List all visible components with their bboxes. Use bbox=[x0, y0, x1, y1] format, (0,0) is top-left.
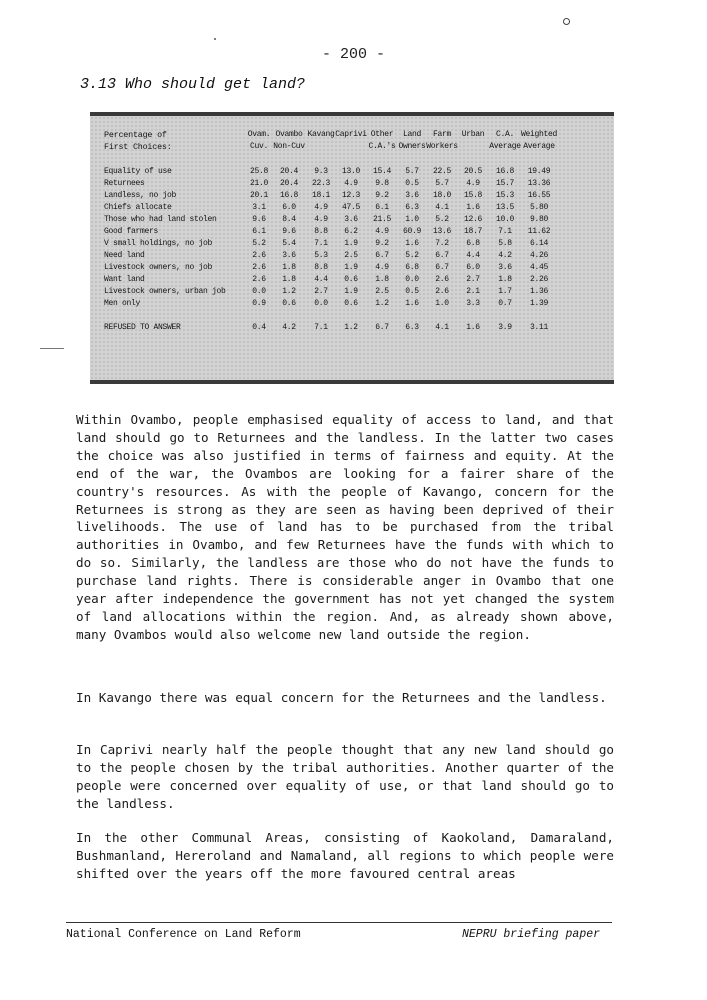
table-cell: 10.0 bbox=[495, 215, 514, 224]
table-cell: 15.4 bbox=[372, 167, 391, 176]
table-cell: 1.6 bbox=[405, 299, 419, 308]
column-header: C.A. bbox=[495, 130, 514, 139]
table-cell: 0.6 bbox=[344, 275, 358, 284]
table-cell: 6.0 bbox=[282, 203, 296, 212]
table-cell: 5.8 bbox=[498, 239, 512, 248]
footer-paper: NEPRU briefing paper bbox=[462, 928, 601, 941]
table-cell: 0.4 bbox=[252, 323, 266, 332]
table-cell: 22.5 bbox=[432, 167, 451, 176]
table-bottom-rule bbox=[90, 380, 614, 384]
table-cell: 1.8 bbox=[498, 275, 512, 284]
table-cell: 25.8 bbox=[249, 167, 268, 176]
table-cell: 0.6 bbox=[344, 299, 358, 308]
table-top-rule bbox=[90, 112, 614, 116]
table-cell: 18.1 bbox=[311, 191, 330, 200]
table-cell: 5.2 bbox=[405, 251, 419, 260]
table-header-line: First Choices: bbox=[104, 142, 172, 152]
table-cell: 12.6 bbox=[463, 215, 482, 224]
row-label: V small holdings, no job bbox=[104, 239, 213, 248]
table-cell: 9.3 bbox=[314, 167, 328, 176]
table-cell: 18.7 bbox=[463, 227, 482, 236]
table-cell: 1.6 bbox=[466, 323, 480, 332]
table-cell: 12.3 bbox=[341, 191, 360, 200]
table-cell: 5.7 bbox=[435, 179, 449, 188]
table-cell: 6.1 bbox=[375, 203, 389, 212]
column-header: Ovambo bbox=[275, 130, 303, 139]
table-cell: 2.7 bbox=[466, 275, 480, 284]
table-cell: 11.62 bbox=[527, 227, 551, 236]
column-header-line2: Workers bbox=[426, 142, 458, 151]
table-cell: 2.7 bbox=[314, 287, 328, 296]
table-cell: 2.6 bbox=[435, 287, 449, 296]
table-cell: 7.1 bbox=[314, 323, 328, 332]
page-number: - 200 - bbox=[321, 46, 385, 63]
column-header-line2: Non-Cuv bbox=[273, 142, 305, 151]
table-cell: 4.9 bbox=[375, 227, 389, 236]
table-cell: 15.8 bbox=[463, 191, 482, 200]
body-paragraph: In Kavango there was equal concern for the Returnees and the landless. bbox=[76, 690, 607, 705]
scan-speck bbox=[40, 348, 64, 349]
table-cell: 5.2 bbox=[435, 215, 449, 224]
table-cell: 9.80 bbox=[529, 215, 548, 224]
table-cell: 2.5 bbox=[375, 287, 389, 296]
column-header: Other bbox=[370, 130, 394, 139]
table-cell: 1.9 bbox=[344, 287, 358, 296]
table-cell: 21.5 bbox=[372, 215, 391, 224]
table-cell: 3.6 bbox=[405, 191, 419, 200]
column-header: Land bbox=[402, 130, 421, 139]
body-paragraph: In the other Communal Areas, consisting of Kaokoland, Damaraland, Bushmanland, Hereroland and Namaland, all regions to which people were shifted over the years off the more favoured central areas bbox=[76, 830, 614, 881]
table-cell: 4.9 bbox=[314, 203, 328, 212]
table-cell: 6.2 bbox=[344, 227, 358, 236]
table-cell: 1.7 bbox=[498, 287, 512, 296]
table-cell: 6.1 bbox=[252, 227, 266, 236]
table-cell: 6.8 bbox=[466, 239, 480, 248]
table-cell: 1.0 bbox=[405, 215, 419, 224]
table-cell: 13.0 bbox=[341, 167, 360, 176]
table-cell: 4.1 bbox=[435, 323, 449, 332]
table-cell: 2.5 bbox=[344, 251, 358, 260]
table-cell: 3.6 bbox=[344, 215, 358, 224]
table-cell: 1.9 bbox=[344, 263, 358, 272]
footer-rule bbox=[66, 922, 612, 923]
table-cell: 13.36 bbox=[527, 179, 551, 188]
table-cell: 18.0 bbox=[432, 191, 451, 200]
table-cell: 2.6 bbox=[435, 275, 449, 284]
table-cell: 5.2 bbox=[252, 239, 266, 248]
table-cell: 2.1 bbox=[466, 287, 480, 296]
table-cell: 1.2 bbox=[375, 299, 389, 308]
table-cell: 5.7 bbox=[405, 167, 419, 176]
table-cell: 6.14 bbox=[529, 239, 548, 248]
row-label: Equality of use bbox=[104, 167, 172, 176]
table-cell: 1.8 bbox=[375, 275, 389, 284]
table-cell: 1.6 bbox=[466, 203, 480, 212]
column-header-line2: C.A.'s bbox=[368, 142, 396, 151]
table-cell: 1.39 bbox=[529, 299, 548, 308]
table-cell: 13.5 bbox=[495, 203, 514, 212]
table-cell: 4.9 bbox=[344, 179, 358, 188]
table-cell: 1.8 bbox=[282, 275, 296, 284]
table-cell: 13.6 bbox=[432, 227, 451, 236]
table-cell: 9.6 bbox=[282, 227, 296, 236]
table-cell: 0.9 bbox=[252, 299, 266, 308]
row-label: Livestock owners, no job bbox=[104, 263, 213, 272]
table-cell: 0.6 bbox=[282, 299, 296, 308]
column-header-line2: Cuv. bbox=[249, 142, 268, 151]
column-header: Urban bbox=[461, 130, 485, 139]
table-cell: 4.9 bbox=[375, 263, 389, 272]
table-cell: 20.4 bbox=[279, 179, 298, 188]
table-cell: 4.4 bbox=[466, 251, 480, 260]
table-cell: 4.2 bbox=[498, 251, 512, 260]
table-cell: 4.26 bbox=[529, 251, 548, 260]
row-label: Men only bbox=[104, 299, 141, 308]
row-label: Those who had land stolen bbox=[104, 215, 217, 224]
table-cell: 3.11 bbox=[529, 323, 548, 332]
table-cell: 4.4 bbox=[314, 275, 328, 284]
table-cell: 4.9 bbox=[314, 215, 328, 224]
column-header-line2: Owners bbox=[398, 142, 426, 151]
table-cell: 7.1 bbox=[314, 239, 328, 248]
table-cell: 1.9 bbox=[344, 239, 358, 248]
table-cell: 7.1 bbox=[498, 227, 512, 236]
column-header: Caprivi bbox=[335, 130, 367, 139]
table-cell: 5.4 bbox=[282, 239, 296, 248]
table-cell: 2.26 bbox=[529, 275, 548, 284]
row-label: Livestock owners, urban job bbox=[104, 287, 226, 296]
table-cell: 21.0 bbox=[249, 179, 268, 188]
table-cell: 6.7 bbox=[435, 251, 449, 260]
table-cell: 0.7 bbox=[498, 299, 512, 308]
table-cell: 5.80 bbox=[529, 203, 548, 212]
table-cell: 0.5 bbox=[405, 287, 419, 296]
table-cell: 4.2 bbox=[282, 323, 296, 332]
table-cell: 0.0 bbox=[405, 275, 419, 284]
table-cell: 0.0 bbox=[314, 299, 328, 308]
column-header: Farm bbox=[432, 130, 451, 139]
body-paragraph: Within Ovambo, people emphasised equality of access to land, and that land should go to Returnees and the landless. In the latter two cases the choice was also justified in terms of fairness and equity. At the end of the war, the Ovambos are looking for a fairer share of the country's resources. As with the people of Kavango, concern for the Returnees is strong as they are seen as having been deprived of their livelihoods. The use of land has to be purchased from the tribal authorities in Ovambo, and few Returnees have the funds with which to do so. Similarly, the landless are those who do not have the funds to purchase land rights. There is considerable anger in Ovambo that one year after independence the government has not yet changed the system of land allocations within the region. And, as already shown above, many Ovambos would also welcome new land outside the region. bbox=[76, 412, 614, 642]
table-cell: 7.2 bbox=[435, 239, 449, 248]
table-cell: 9.8 bbox=[375, 179, 389, 188]
table-cell: 9.2 bbox=[375, 239, 389, 248]
table-cell: 20.1 bbox=[249, 191, 268, 200]
scan-speck bbox=[563, 18, 570, 25]
table-cell: 6.3 bbox=[405, 323, 419, 332]
row-label: REFUSED TO ANSWER bbox=[104, 323, 181, 332]
table-cell: 0.0 bbox=[252, 287, 266, 296]
table-cell: 6.0 bbox=[466, 263, 480, 272]
row-label: Want land bbox=[104, 275, 145, 284]
column-header: Kavang bbox=[307, 130, 335, 139]
row-label: Need land bbox=[104, 251, 145, 260]
table-cell: 6.7 bbox=[375, 251, 389, 260]
table-cell: 20.5 bbox=[463, 167, 482, 176]
table-cell: 4.9 bbox=[466, 179, 480, 188]
table-cell: 1.2 bbox=[344, 323, 358, 332]
table-cell: 3.3 bbox=[466, 299, 480, 308]
row-label: Returnees bbox=[104, 179, 145, 188]
table-cell: 16.55 bbox=[527, 191, 551, 200]
table-cell: 8.8 bbox=[314, 263, 328, 272]
table-cell: 19.49 bbox=[527, 167, 551, 176]
body-paragraph: In Caprivi nearly half the people thought that any new land should go to the people chosen by the tribal authorities. Another quarter of the people were concerned over equality of use, or that land should go to the landless. bbox=[76, 742, 614, 811]
table-cell: 1.2 bbox=[282, 287, 296, 296]
survey-table bbox=[90, 112, 614, 384]
column-header-line2: Average bbox=[489, 142, 521, 151]
table-cell: 15.3 bbox=[495, 191, 514, 200]
row-label: Good farmers bbox=[104, 227, 159, 236]
table-cell: 3.6 bbox=[282, 251, 296, 260]
table-cell: 6.8 bbox=[405, 263, 419, 272]
table-cell: 1.0 bbox=[435, 299, 449, 308]
table-header-line: Percentage of bbox=[104, 130, 167, 140]
table-cell: 47.5 bbox=[341, 203, 360, 212]
section-heading: 3.13 Who should get land? bbox=[80, 76, 306, 93]
table-cell: 4.1 bbox=[435, 203, 449, 212]
row-label: Chiefs allocate bbox=[104, 203, 172, 212]
scan-speck bbox=[214, 38, 216, 40]
table-cell: 2.6 bbox=[252, 251, 266, 260]
table-cell: 1.8 bbox=[282, 263, 296, 272]
table-cell: 3.6 bbox=[498, 263, 512, 272]
table-cell: 5.3 bbox=[314, 251, 328, 260]
table-cell: 22.3 bbox=[311, 179, 330, 188]
table-cell: 6.3 bbox=[405, 203, 419, 212]
table-cell: 4.45 bbox=[529, 263, 548, 272]
footer-conference: National Conference on Land Reform bbox=[66, 928, 301, 941]
table-cell: 3.9 bbox=[498, 323, 512, 332]
row-label: Landless, no job bbox=[104, 191, 177, 200]
table-cell: 15.7 bbox=[495, 179, 514, 188]
table-cell: 1.36 bbox=[529, 287, 548, 296]
table-cell: 9.6 bbox=[252, 215, 266, 224]
table-cell: 6.7 bbox=[375, 323, 389, 332]
table-cell: 1.6 bbox=[405, 239, 419, 248]
table-cell: 16.8 bbox=[495, 167, 514, 176]
column-header-line2: Average bbox=[523, 142, 555, 151]
table-cell: 6.7 bbox=[435, 263, 449, 272]
table-cell: 9.2 bbox=[375, 191, 389, 200]
table-cell: 16.8 bbox=[279, 191, 298, 200]
table-cell: 2.6 bbox=[252, 263, 266, 272]
column-header: Ovam. bbox=[247, 130, 271, 139]
table-cell: 3.1 bbox=[252, 203, 266, 212]
table-cell: 8.4 bbox=[282, 215, 296, 224]
table-cell: 8.8 bbox=[314, 227, 328, 236]
table-cell: 20.4 bbox=[279, 167, 298, 176]
column-header: Weighted bbox=[520, 130, 557, 139]
table-cell: 60.9 bbox=[402, 227, 421, 236]
table-cell: 0.5 bbox=[405, 179, 419, 188]
table-cell: 2.6 bbox=[252, 275, 266, 284]
